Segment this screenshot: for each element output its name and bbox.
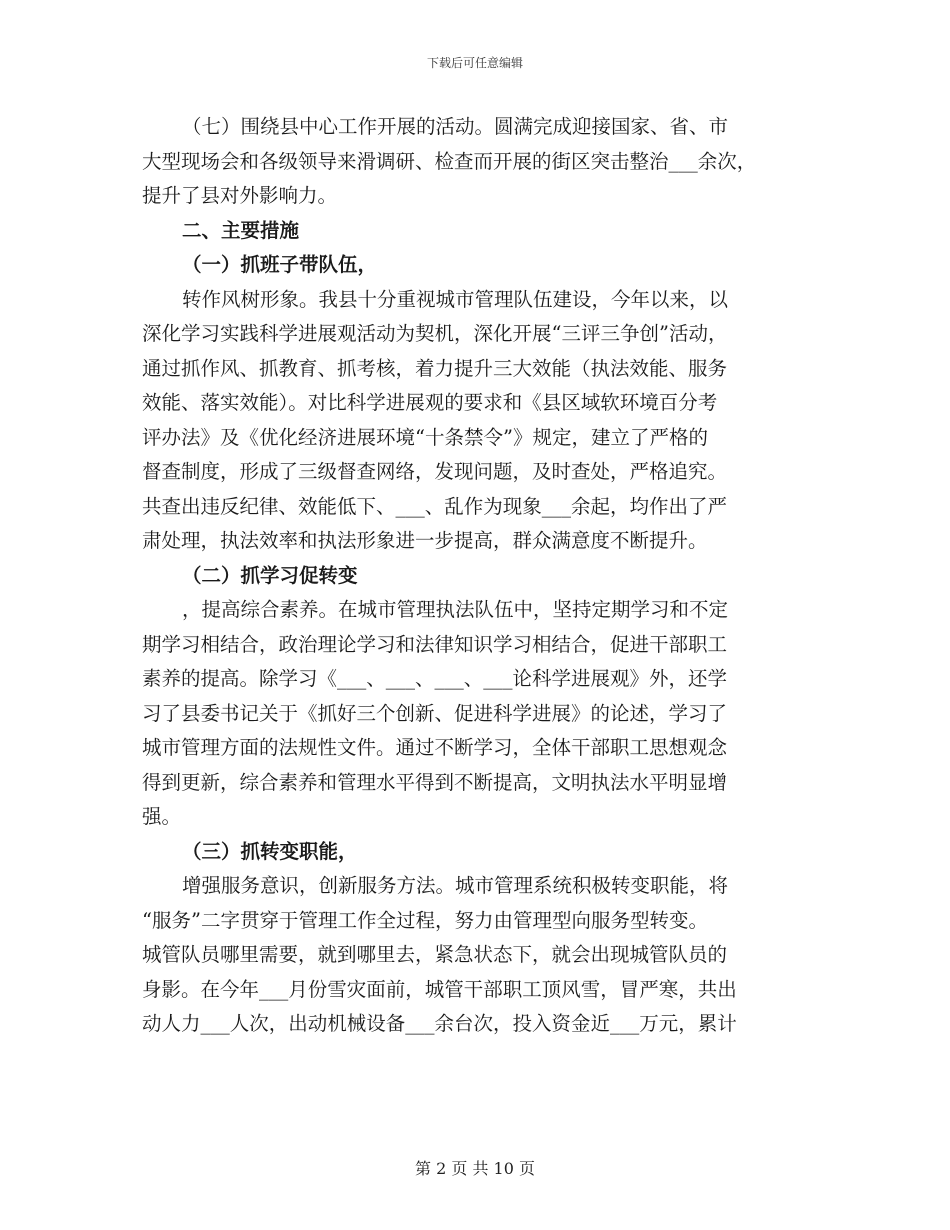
body-text-line: 共查出违反纪律、效能低下、___、乱作为现象___余起，均作出了严 [142,494,728,518]
section-heading: （二）抓学习促转变 [182,563,358,587]
body-text-line: 评办法》及《优化经济进展环境“十条禁令”》规定，建立了严格的 [142,425,708,449]
section-heading: （三）抓转变职能， [182,839,358,863]
body-text-line: 通过抓作风、抓教育、抓考核，着力提升三大效能（执法效能、服务 [142,356,728,380]
body-text-line: 深化学习实践科学进展观活动为契机，深化开展“三评三争创”活动， [142,322,728,345]
section-heading: 二、主要措施 [182,218,300,242]
body-text-line: 肃处理，执法效率和执法形象进一步提高，群众满意度不断提升。 [142,529,708,552]
body-text-line: 增强服务意识，创新服务方法。城市管理系统积极转变职能，将 [182,874,729,897]
body-text-line: ，提高综合素养。在城市管理执法队伍中，坚持定期学习和不定 [182,598,729,621]
body-text-line: 动人力___人次，出动机械设备___余台次，投入资金近___万元，累计 [142,1012,737,1035]
body-text-line: 提升了县对外影响力。 [142,184,338,207]
document-body [142,110,812,1042]
body-text-line: 效能、落实效能）。对比科学进展观的要求和《县区域软环境百分考 [142,391,718,414]
body-text-line: “服务”二字贯穿于管理工作全过程，努力由管理型向服务型转变。 [142,908,708,932]
body-text-line: 期学习相结合，政治理论学习和法律知识学习相结合，促进干部职工 [142,632,728,656]
body-text-line: 大型现场会和各级领导来滑调研、检查而开展的街区突击整治___余次， [142,149,757,173]
body-text-line: 习了县委书记关于《抓好三个创新、促进科学进展》的论述，学习了 [142,701,728,725]
body-text-line: 督查制度，形成了三级督查网络，发现问题，及时查处，严格追究。 [142,460,728,483]
body-text-line: 城管队员哪里需要，就到哪里去，紧急状态下，就会出现城管队员的 [142,943,728,966]
header-note: 下载后可任意编辑 [426,56,523,70]
body-text-line: 身影。在今年___月份雪灾面前，城管干部职工顶风雪，冒严寒，共出 [142,977,737,1001]
body-text-line: 城市管理方面的法规性文件。通过不断学习，全体干部职工思想观念 [142,736,728,759]
body-text-line: （七）围绕县中心工作开展的活动。圆满完成迎接国家、省、市 [182,115,729,138]
body-text-line: 强。 [142,805,182,828]
page-number: 第 2 页 共 10 页 [415,1159,535,1178]
section-heading: （一）抓班子带队伍， [182,253,378,276]
body-text-line: 转作风树形象。我县十分重视城市管理队伍建设，今年以来，以 [182,287,729,311]
body-text-line: 得到更新，综合素养和管理水平得到不断提高，文明执法水平明显增 [142,770,728,794]
body-text-line: 素养的提高。除学习《___、___、___、___论科学进展观》外，还学 [142,667,728,690]
